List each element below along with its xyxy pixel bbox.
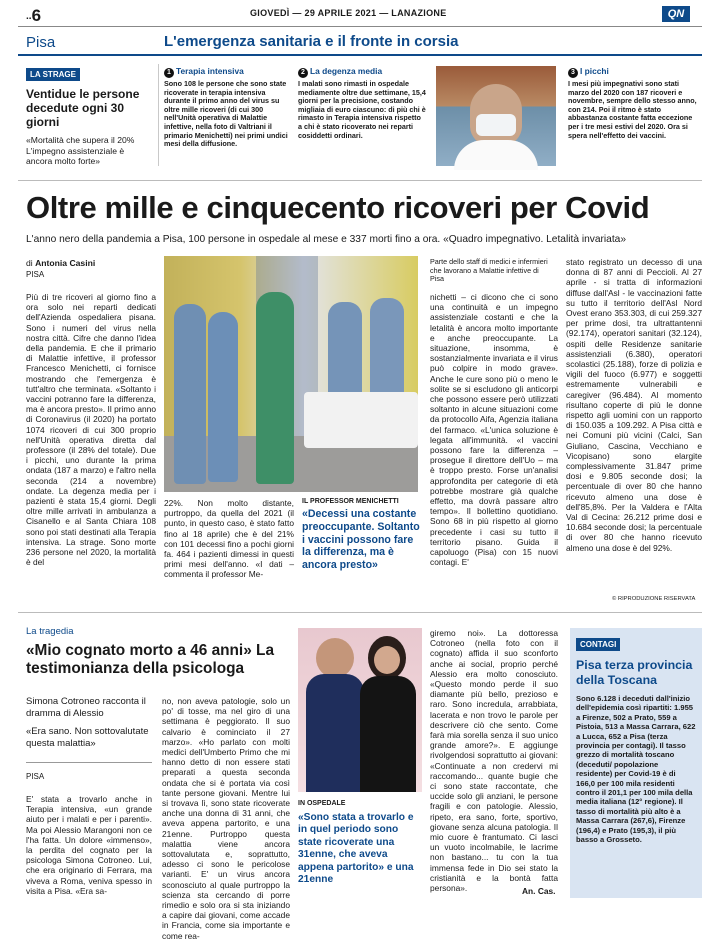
contagi-text: Sono 6.128 i deceduti dall'inizio dell'epidemia così ripartiti: 1.955 a Firenze, 502 a Prato, 559 a Pistoia, 513 a Massa Carrara, 622 a Lucca, 652 a Pisa (terza provincia per contagi). Il tasso grezzo di mortalità toscano (deceduti/ popolazione residente) per Covid-19 è di 166,0 per 100 mila residenti contro il 201,1 per 100 mila della media italiana (12° regione). Il tasso di mortalità più alto è a Massa Carrara (267,6), Firenze (196,4) e Prato (195,3), il più basso a Grosseto.: [576, 694, 696, 845]
section-title: L'emergenza sanitaria e il fronte in corsia: [164, 33, 459, 50]
pull-quote: «Decessi una costante preoccupante. Soltanto i vaccini possono fare la differenza, ma è ancora presto»: [302, 508, 420, 572]
tragedia-pull-quote: «Sono stata a trovarlo e in quel periodo sono state ricoverate una 31enne, che aveva appena partorito» e una 21enne: [298, 812, 414, 886]
box-terapia-intensiva: [164, 66, 292, 149]
masthead-date: GIOVEDÌ — 29 APRILE 2021 — LANAZIONE: [250, 8, 447, 18]
box-degenza-media: [298, 66, 426, 140]
qn-logo: QN: [662, 6, 690, 22]
tragedia-quote: «Era sano. Non sottovalutate questa malattia»: [26, 726, 149, 749]
tragedia-col-1: E' stata a trovarlo anche in Terapia intensiva, «un grande aiuto per i malati e per i parenti». Ma poi Alessio Marangoni non ce l'ha fatta. Un dolore «immenso», la perdita del cognato per la psicologa Simona Cotroneo. Lui, che era originario di Ferrara, ma viveva a Roma, veniva spesso in visita a Pisa. «Era sa-: [26, 794, 152, 896]
contagi-box: [570, 628, 702, 898]
contagi-headline: Pisa terza provincia della Toscana: [576, 658, 693, 687]
pull-quote-box: [302, 498, 422, 572]
byline: di Antonia Casini: [26, 258, 96, 268]
masthead: [0, 0, 720, 30]
copyright-note: © RIPRODUZIONE RISERVATA: [612, 596, 696, 602]
byline-place: PISA: [26, 270, 45, 279]
contagi-badge: CONTAGI: [576, 638, 620, 651]
number-badge-2: 2: [298, 68, 308, 78]
photo-couple: [298, 628, 422, 792]
box-text: Sono 108 le persone che sono state ricoverate in terapia intensiva durante il primo anno del virus su oltre mille ricoveri (di cui 300 nell'Unità operativa di Malattie infettive, nella foto di Valtriani il primario Menichetti) nei primi undici mesi della diffusione.: [164, 79, 288, 149]
box-title: Terapia intensiva: [176, 66, 244, 76]
article-col-1: Più di tre ricoveri al giorno fino a ora solo nei reparti dedicati dell'Azienda ospedaliera pisana. Sono i numeri del virus nella nostra città. Cifre che danno l'idea della pandemia. E che il primario di Malattie infettive, il professor Francesco Menichetti, ci fornisce mostrando che l'emergenza è tutt'altro che terminata. «Soltanto i vaccini potranno fare la differenza, ma è ancora presto». Il primo anno di Coronavirus (il 2020) ha portato 1074 ricoveri di cui 300 proprio nell'Unità operativa diretta dal professore (il 28% del totale). Due i picchi, uno durante la prima ondata (187 a marzo) e l'altro nella seconda (214 a novembre) ondate. La degenza media per i pazienti è stata 15,4 giorni. Degli oltre mille arrivati in ambulanza a Cisanello e al Santa Chiara 108 sono poi stati destinati alla Terapia intensiva. La strage. Sono morte 236 persone nel 2020, la mortalità è del: [26, 292, 156, 568]
la-strage-box: [26, 64, 152, 167]
number-badge-3: 3: [568, 68, 578, 78]
tragedia-sub: Simona Cotroneo racconta il dramma di Alessio: [26, 696, 146, 719]
section-city: Pisa: [26, 34, 56, 51]
number-badge-1: 1: [164, 68, 174, 78]
photo-caption: Parte dello staff di medici e infermieri che lavorano a Malattie infettive di Pisa: [430, 257, 548, 284]
tragedia-col-3: giremo noi». La dottoressa Cotroneo (nella foto con il cognato) affida il suo sconforto anche ai social, proprio perché Alessio era molto conosciuto. «Questo mondo perde il suo diamante più bello, prezioso e raro. Sono incredula, arrabbiata, lacerata e non trovo le parole per descrivere ciò che sento. Come farà mia sorella senza il suo unico grande amore?». E aggiunge rivolgendosi soprattutto ai giovani: «Continuate a non credervi mi raccomando... quante bugie che ci sono state raccontate, che uccide solo gli anziani, le persone fragili e con patologie. Alessio, ripeto, era sano, forte, sportivo, giovane senza alcuna patologia. Il mio cuore è frantumato. Ci lasci un vuoto incolmabile, le lacrime non bastano... tu con la tua immensa fede in Dio sei stato la cristianità e la bontà fatta persona».: [430, 628, 558, 894]
tragedia-col-2: no, non aveva patologie, solo un po' di tosse, ma nel giro di una settimana è peggiorato. Il suo calvario è cominciato il 27 marzo». «Ho parlato con molti medici dell'Umberto Primo che mi hanno detto di non essere stati preparati a questa seconda ondata che si è portata via così tante persone giovani. Mentre lui si trovava lì, sono state ricoverate anche una donna di 31 anni, che aveva appena partorito, e una 21enne. Purtroppo questa malattia viene ancora sottovalutata e, soprattutto, adesso ci sono le pericolose varianti. E' un virus ancora sconosciuto al quale purtroppo la scienza sta cercando di porre rimedio e solo ora si sta iniziando a capire dai giovani, come accade in Francia, come sia importante e come rea-: [162, 696, 290, 941]
tragedia-kicker: La tragedia: [26, 626, 74, 637]
author-name: Antonia Casini: [35, 258, 96, 268]
quote-label: IL PROFESSOR MENICHETTI: [302, 498, 399, 505]
box-picchi: [568, 66, 700, 140]
box-text: I mesi più impegnativi sono stati marzo del 2020 con 187 ricoveri e novembre, sempre dello stesso anno, con 214. Poi il ritmo è stato abbastanza costante fatta eccezione per i tre mesi estivi del 2020. Ora si spera nell'effetto dei vaccini.: [568, 79, 697, 140]
photo-label: IN OSPEDALE: [298, 800, 346, 807]
photo-staff: [164, 256, 418, 492]
la-strage-quote: «Mortalità che supera il 20% L'impegno assistenziale è ancora molto forte»: [26, 135, 135, 167]
tragedia-headline: «Mio cognato morto a 46 anni» La testimonianza della psicologa: [26, 642, 275, 677]
la-strage-headline: Ventidue le persone decedute ogni 30 giorni: [26, 87, 140, 129]
box-text: I malati sono rimasti in ospedale mediamente oltre due settimane, 15,4 giorni per la precisione, costando migliaia di euro ciascuno: di più chi è rimasto in Terapia intensiva rispetto a chi è stato ricoverato nei reparti cosiddetti ordinari.: [298, 79, 426, 140]
tragedia-place: PISA: [26, 772, 45, 781]
photo-doctor: [436, 66, 556, 166]
article-col-3: nichetti – ci dicono che ci sono una continuità e un impegno assistenziale costanti e che la letalità è ancora molto importante e anche preoccupante. La situazione, insomma, è sostanzialmente invariata e il virus può colpire in modo grave». Anche le cure sono più o meno le solite se si escludono gli anticorpi che possono essere però utilizzati soltanto in alcune situazioni come da protocollo Aifa, Agenzia italiana del farmaco. «L'unica soluzione è legata all'immunità. «I vaccini possono fare la differenza – prosegue il direttore dell'Uo – ma è troppo presto. Forse un'analisi approfondita per categorie di età potrebbe mostrare già qualche effetto, ma dovrà passare altro tempo». Il bollettino quotidiano. Sono 68 in più rispetto al giorno precedente i casi su tutto il territorio pisano. Guida il capoluogo (Pisa) con 15 nuovi contagi. E': [430, 292, 558, 568]
la-strage-badge: LA STRAGE: [26, 68, 80, 81]
article-col-2: 22%. Non molto distante, purtroppo, da quella del 2021 (il punto, in questo caso, è stato fatto fino al 18 aprile) che è del 21% con 101 decessi fino a pochi giorni fa. 464 i pazienti dimessi in questi primi mesi dell'anno. «I dati – commenta il professor Me-: [164, 498, 294, 580]
author-signature: An. Cas.: [522, 886, 556, 896]
box-title: La degenza media: [310, 66, 383, 76]
box-title: I picchi: [580, 66, 609, 76]
main-subhead: L'anno nero della pandemia a Pisa, 100 persone in ospedale al mese e 337 morti fino a ora. «Quadro impegnativo. Letalità invariata»: [26, 234, 626, 245]
page-number: ..6: [26, 6, 42, 25]
article-col-4: stato registrato un decesso di una donna di 87 anni di Peccioli. Al 27 aprile - si tratta di informazioni diffuse dall'Asl - le vaccinazioni fatte su tutto il territorio dell'Asl Nord Ovest erano 353.303, di cui 259.327 per prime dosi, tra ultrattantenni (92.174), operatori sanitari (32.124), ospiti delle Residenze sanitarie assistenziali (6.380), operatori scolastici (25.188), forze di polizia e vigili del fuoco (6.977) e soggetti estremamente vulnerabili e caregiver (96.484). Al momento risultano coperte di più le donne rispetto agli uomini con un rapporto di 150.035 a 109.292. A Pisa città e nei Comuni più vicini (Calci, San Giuliano, Cascina, Vecchiano e Vicopisano) sono elargite complessivamente 31.847 prime dosi e 9.805 seconde dosi; la percentuale di over 80 che hanno ricevuto almeno una dose è dell'85,8%. Per la Valdera e l'Alta Val di Cecina: 26.212 prime dosi e 10.684 seconde dosi; la percentuale di over 80 che hanno ricevuto almeno una dose è del 92%.: [566, 257, 702, 553]
main-headline: Oltre mille e cinquecento ricoveri per Covid: [26, 190, 650, 225]
